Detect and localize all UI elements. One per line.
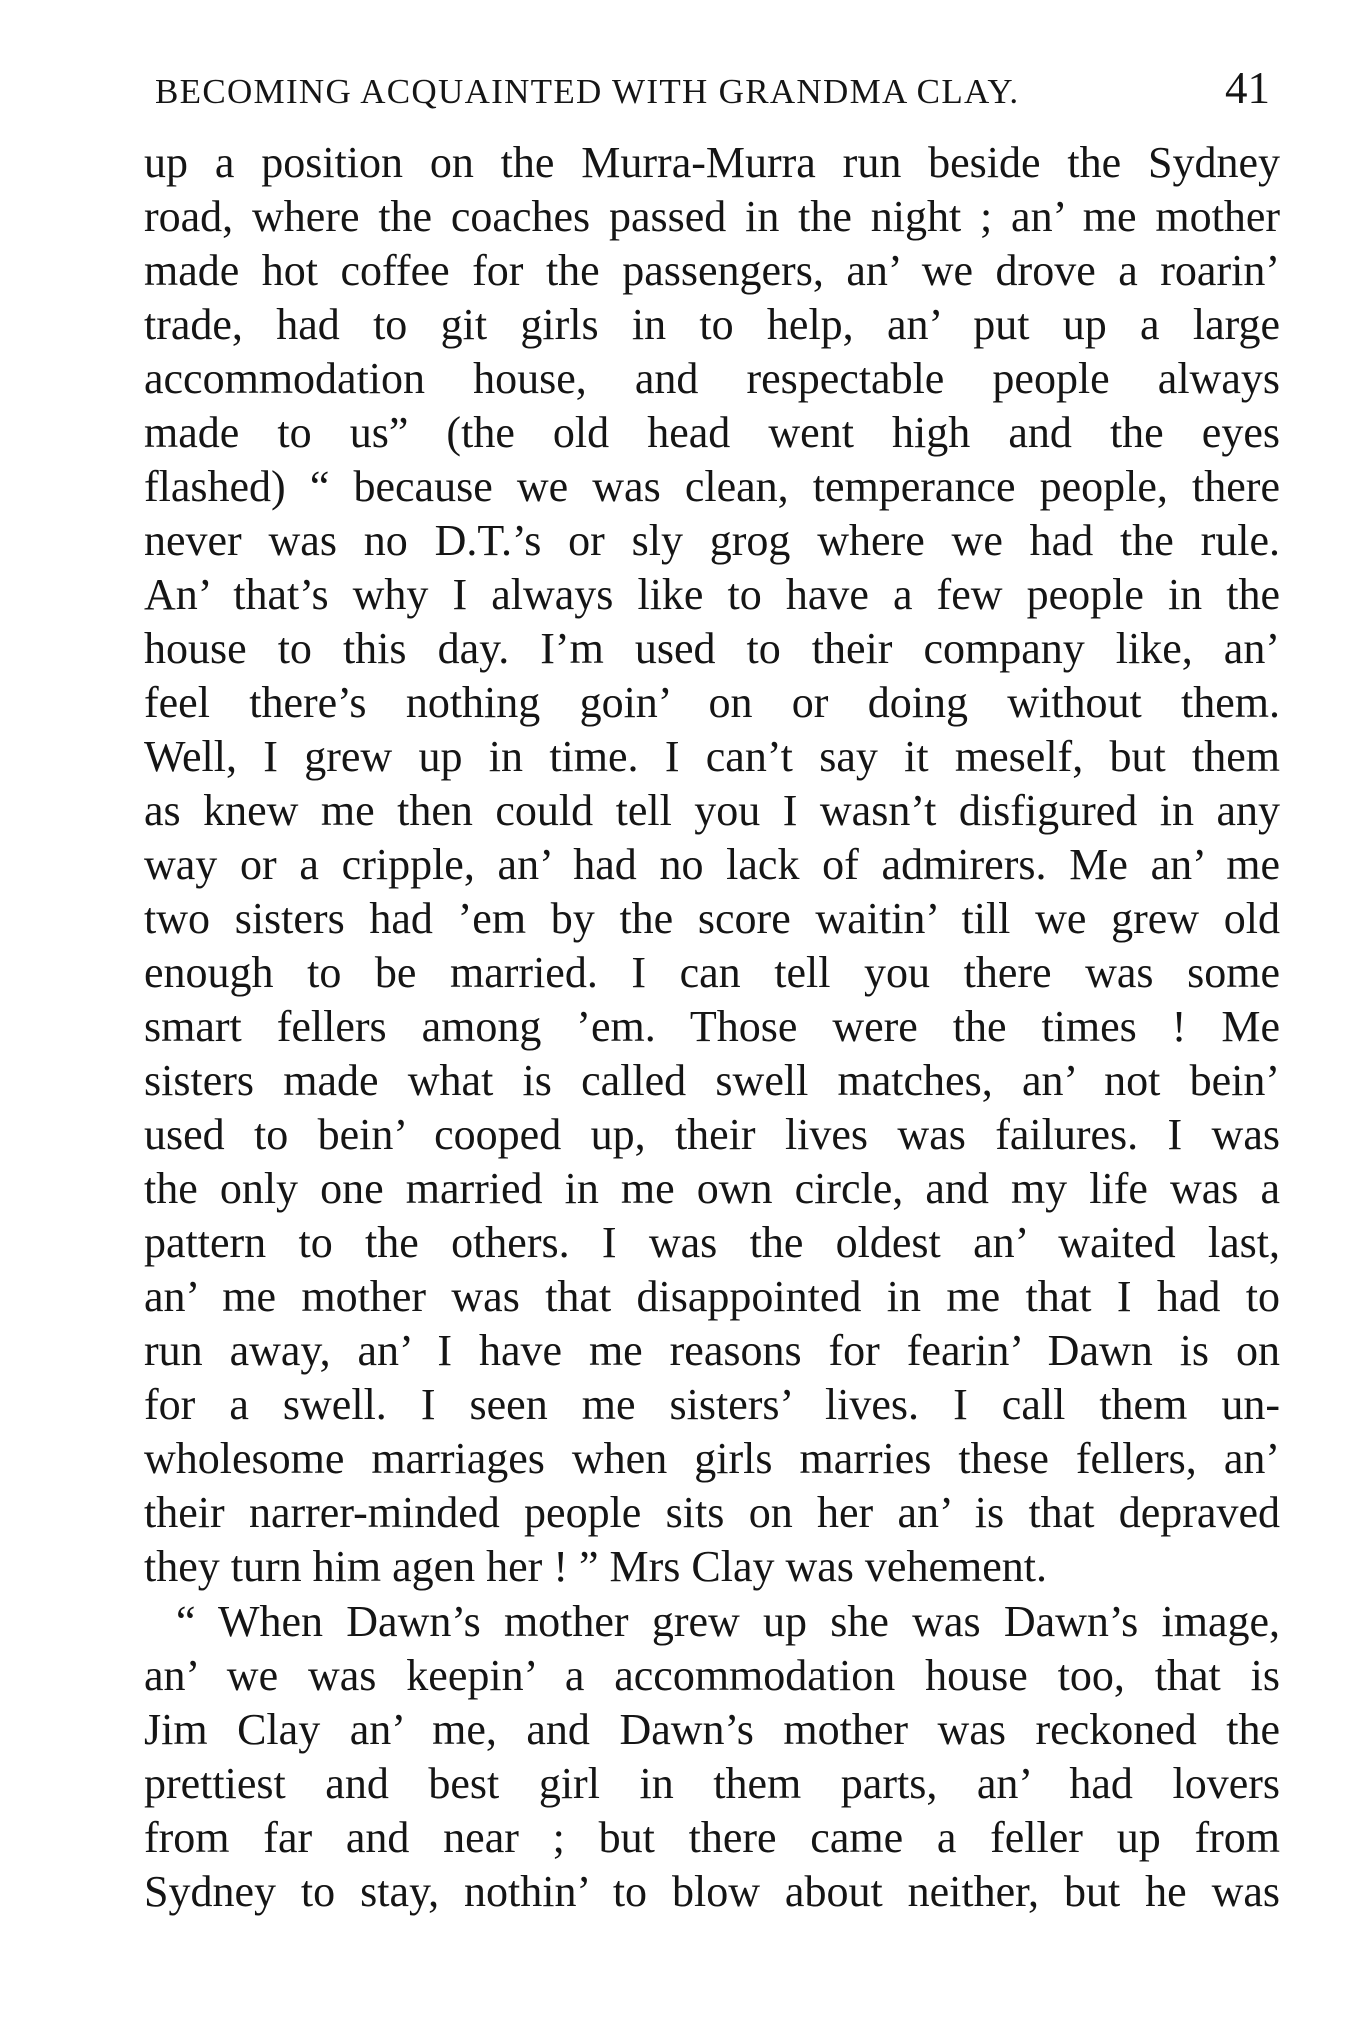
text-line: from far and near ; but there came a feller up from bbox=[144, 1813, 1280, 1862]
text-line: sisters made what is called swell matches, an’ not bein’ bbox=[144, 1056, 1280, 1105]
text-line: as knew me then could tell you I wasn’t disfigured in any bbox=[144, 786, 1280, 835]
text-line: Well, I grew up in time. I can’t say it meself, but them bbox=[144, 732, 1280, 781]
running-title: BECOMING ACQUAINTED WITH GRANDMA CLAY. bbox=[155, 72, 1020, 111]
text-line: wholesome marriages when girls marries these fellers, an’ bbox=[144, 1434, 1280, 1483]
text-line: up a position on the Murra-Murra run beside the Sydney bbox=[144, 138, 1280, 187]
text-line: feel there’s nothing goin’ on or doing without them. bbox=[144, 678, 1280, 727]
text-line: pattern to the others. I was the oldest an’ waited last, bbox=[144, 1218, 1280, 1267]
text-line: “ When Dawn’s mother grew up she was Dawn’s image, bbox=[176, 1597, 1280, 1646]
text-line: house to this day. I’m used to their company like, an’ bbox=[144, 624, 1280, 673]
running-head bbox=[155, 62, 1270, 112]
text-line: Jim Clay an’ me, and Dawn’s mother was reckoned the bbox=[144, 1705, 1280, 1754]
text-line: for a swell. I seen me sisters’ lives. I call them un- bbox=[144, 1380, 1280, 1429]
text-line: the only one married in me own circle, and my life was a bbox=[144, 1164, 1280, 1213]
text-line: their narrer-minded people sits on her an’ is that depraved bbox=[144, 1488, 1280, 1537]
text-line: an’ me mother was that disappointed in me that I had to bbox=[144, 1272, 1280, 1321]
text-line: accommodation house, and respectable people always bbox=[144, 354, 1280, 403]
text-line: run away, an’ I have me reasons for fearin’ Dawn is on bbox=[144, 1326, 1280, 1375]
text-line: two sisters had ’em by the score waitin’ till we grew old bbox=[144, 894, 1280, 943]
text-line: trade, had to git girls in to help, an’ put up a large bbox=[144, 300, 1280, 349]
text-line: an’ we was keepin’ a accommodation house too, that is bbox=[144, 1651, 1280, 1700]
text-line: enough to be married. I can tell you there was some bbox=[144, 948, 1280, 997]
text-line: made to us” (the old head went high and the eyes bbox=[144, 408, 1280, 457]
text-line: used to bein’ cooped up, their lives was failures. I was bbox=[144, 1110, 1280, 1159]
text-line: An’ that’s why I always like to have a few people in the bbox=[144, 570, 1280, 619]
text-line: way or a cripple, an’ had no lack of admirers. Me an’ me bbox=[144, 840, 1280, 889]
text-line: smart fellers among ’em. Those were the times ! Me bbox=[144, 1002, 1280, 1051]
text-line: Sydney to stay, nothin’ to blow about neither, but he was bbox=[144, 1867, 1280, 1916]
text-line: never was no D.T.’s or sly grog where we had the rule. bbox=[144, 516, 1280, 565]
text-line: made hot coffee for the passengers, an’ we drove a roarin’ bbox=[144, 246, 1280, 295]
text-line: flashed) “ because we was clean, temperance people, there bbox=[144, 462, 1280, 511]
page-number: 41 bbox=[1225, 63, 1270, 113]
text-line: prettiest and best girl in them parts, an’ had lovers bbox=[144, 1759, 1280, 1808]
text-line: road, where the coaches passed in the night ; an’ me mother bbox=[144, 192, 1280, 241]
text-line: they turn him agen her ! ” Mrs Clay was vehement. bbox=[144, 1542, 1047, 1591]
